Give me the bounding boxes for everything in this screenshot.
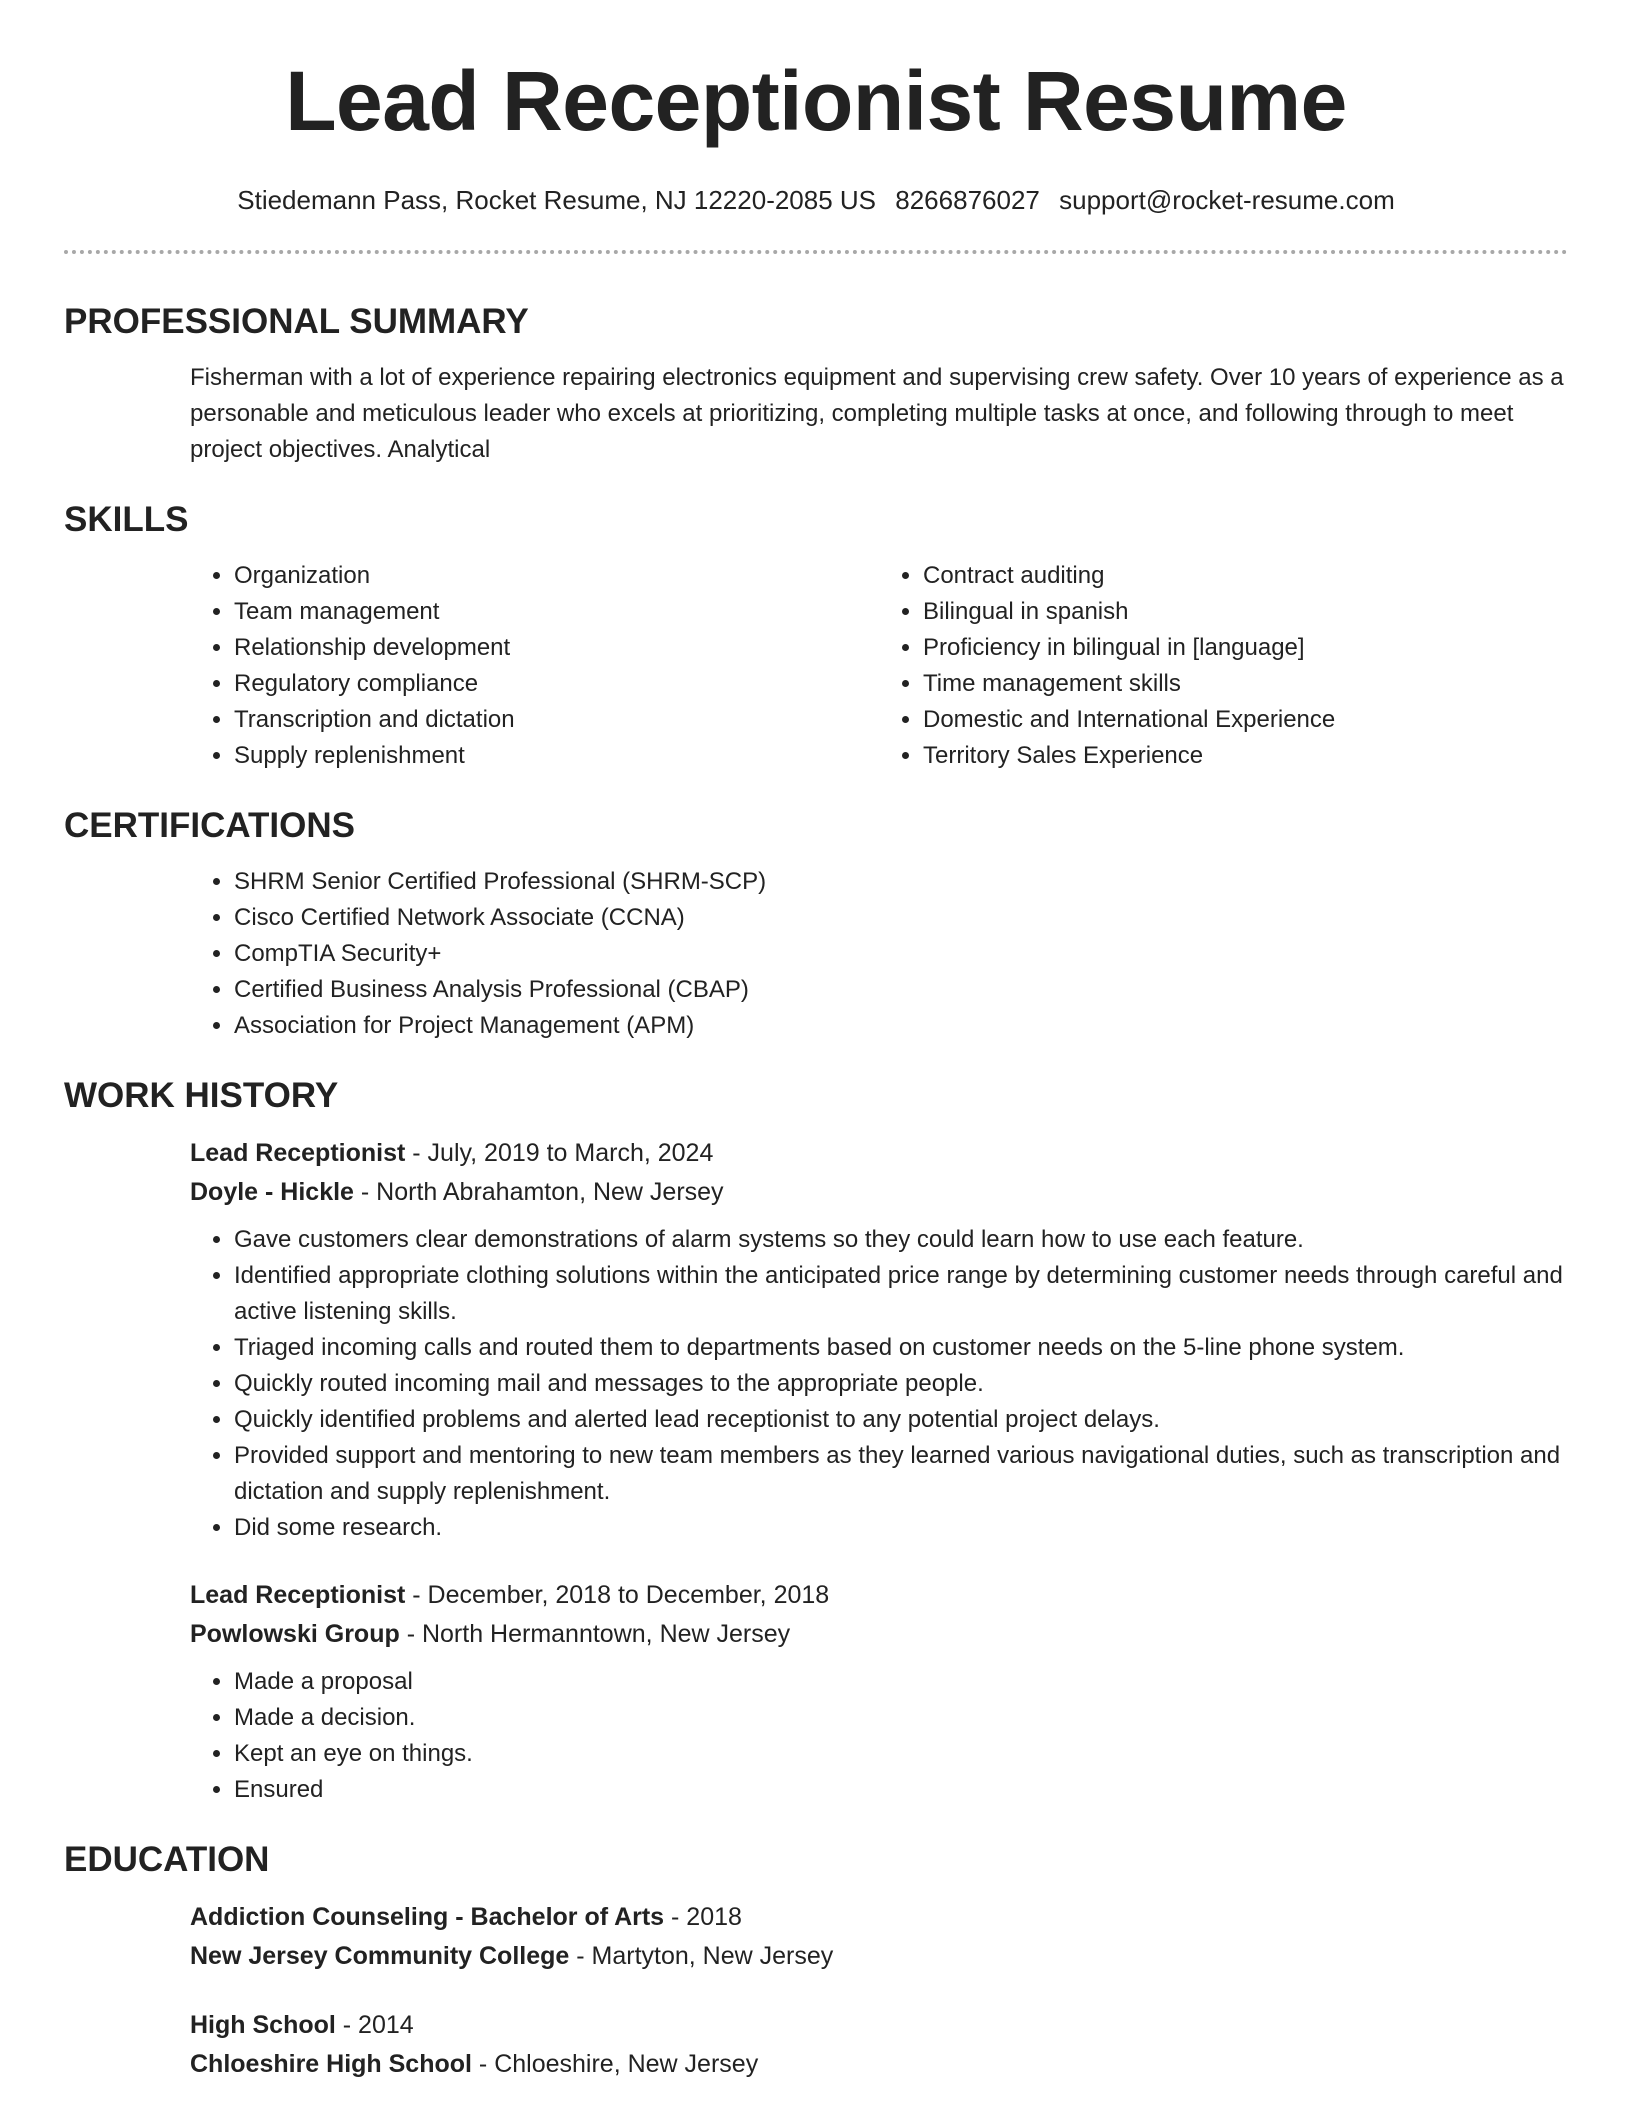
contact-address: Stiedemann Pass, Rocket Resume, NJ 12220-2085 US [237, 185, 877, 215]
job-title: Lead Receptionist [190, 1581, 406, 1609]
education-year: - 2014 [335, 2011, 414, 2039]
summary-section [64, 300, 1568, 468]
skills-section [64, 498, 1568, 774]
job-bullet: • Identified appropriate clothing solutions within the anticipated price range by determining customer needs through careful and active listening skills. [234, 1258, 1568, 1330]
job-title-line [190, 1576, 1568, 1615]
contact-email: support@rocket-resume.com [1059, 185, 1395, 215]
skill-item: • Organization [234, 558, 879, 594]
certifications-section [64, 804, 1568, 1044]
education-entry [190, 1898, 1568, 1976]
job-bullets [190, 1664, 1568, 1808]
job-bullet: • Kept an eye on things. [234, 1736, 1568, 1772]
education-degree-line [190, 1898, 1568, 1937]
certification-item: • Certified Business Analysis Professional (CBAP) [234, 972, 1568, 1008]
education-entry [190, 2006, 1568, 2084]
education-degree-line [190, 2006, 1568, 2045]
certification-item: • CompTIA Security+ [234, 936, 1568, 972]
summary-body [190, 360, 1568, 468]
skills-heading: SKILLS [64, 500, 189, 539]
job-bullet: • Quickly routed incoming mail and messages to the appropriate people. [234, 1366, 1568, 1402]
education-degree: High School [190, 2011, 336, 2039]
certifications-heading: CERTIFICATIONS [64, 806, 356, 845]
skill-item: • Proficiency in bilingual in [language] [923, 630, 1568, 666]
job-title-line [190, 1134, 1568, 1173]
job-bullet: • Made a decision. [234, 1700, 1568, 1736]
education-school-line [190, 1937, 1568, 1976]
skill-item: • Regulatory compliance [234, 666, 879, 702]
job-dates: - December, 2018 to December, 2018 [405, 1581, 830, 1609]
job-company-line [190, 1173, 1568, 1212]
skill-item: • Domestic and International Experience [923, 702, 1568, 738]
education-school: Chloeshire High School [190, 2050, 472, 2078]
skill-item: • Territory Sales Experience [923, 738, 1568, 774]
certification-item: • SHRM Senior Certified Professional (SHRM-SCP) [234, 864, 1568, 900]
education-school-line [190, 2045, 1568, 2084]
job-title: Lead Receptionist [190, 1139, 406, 1167]
job-bullet: • Did some research. [234, 1510, 1568, 1546]
job-company-line [190, 1615, 1568, 1654]
job-company: Powlowski Group [190, 1620, 400, 1648]
skills-columns [190, 558, 1568, 774]
education-year: - 2018 [664, 1903, 742, 1931]
summary-text: Fisherman with a lot of experience repairing electronics equipment and supervising crew safety. Over 10 years of experience as a personable and meticulous leader who excels at prioritizing, completing multiple tasks at once, and following through to meet project objectives. Analytical [190, 364, 1564, 463]
contact-phone: 8266876027 [895, 185, 1040, 215]
education-location: - Martyton, New Jersey [569, 1942, 834, 1970]
skill-item: • Transcription and dictation [234, 702, 879, 738]
job-bullet: • Triaged incoming calls and routed them to departments based on customer needs on the 5-line phone system. [234, 1330, 1568, 1366]
certifications-body [190, 864, 1568, 1044]
job-location: - North Abrahamton, New Jersey [353, 1178, 724, 1206]
education-school: New Jersey Community College [190, 1942, 570, 1970]
skill-item: • Relationship development [234, 630, 879, 666]
certification-item: • Association for Project Management (APM) [234, 1008, 1568, 1044]
job-dates: - July, 2019 to March, 2024 [405, 1139, 714, 1167]
certification-item: • Cisco Certified Network Associate (CCNA) [234, 900, 1568, 936]
job-entry [190, 1576, 1568, 1808]
certifications-list [190, 864, 1568, 1044]
education-section [64, 1838, 1568, 2084]
contact-line [64, 182, 1568, 218]
job-bullet: • Provided support and mentoring to new team members as they learned various navigational duties, such as transcription and dictation and supply replenishment. [234, 1438, 1568, 1510]
job-bullet: • Quickly identified problems and alerted lead receptionist to any potential project delays. [234, 1402, 1568, 1438]
job-bullet: • Made a proposal [234, 1664, 1568, 1700]
job-bullet: • Gave customers clear demonstrations of alarm systems so they could learn how to use each feature. [234, 1222, 1568, 1258]
skills-list-right [879, 558, 1568, 774]
resume-title: Lead Receptionist Resume [285, 54, 1347, 148]
job-company: Doyle - Hickle [190, 1178, 354, 1206]
skill-item: • Team management [234, 594, 879, 630]
job-bullet: • Ensured [234, 1772, 1568, 1808]
skill-item: • Supply replenishment [234, 738, 879, 774]
skill-item: • Time management skills [923, 666, 1568, 702]
work-history-heading: WORK HISTORY [64, 1076, 339, 1115]
job-entry [190, 1134, 1568, 1546]
education-degree: Addiction Counseling - Bachelor of Arts [190, 1903, 665, 1931]
skills-list-left [190, 558, 879, 774]
header-divider [64, 250, 1568, 254]
education-heading: EDUCATION [64, 1840, 270, 1879]
job-bullets [190, 1222, 1568, 1546]
education-location: - Chloeshire, New Jersey [471, 2050, 759, 2078]
skill-item: • Bilingual in spanish [923, 594, 1568, 630]
job-location: - North Hermanntown, New Jersey [399, 1620, 791, 1648]
skill-item: • Contract auditing [923, 558, 1568, 594]
summary-heading: PROFESSIONAL SUMMARY [64, 302, 529, 341]
work-history-section [64, 1074, 1568, 1808]
